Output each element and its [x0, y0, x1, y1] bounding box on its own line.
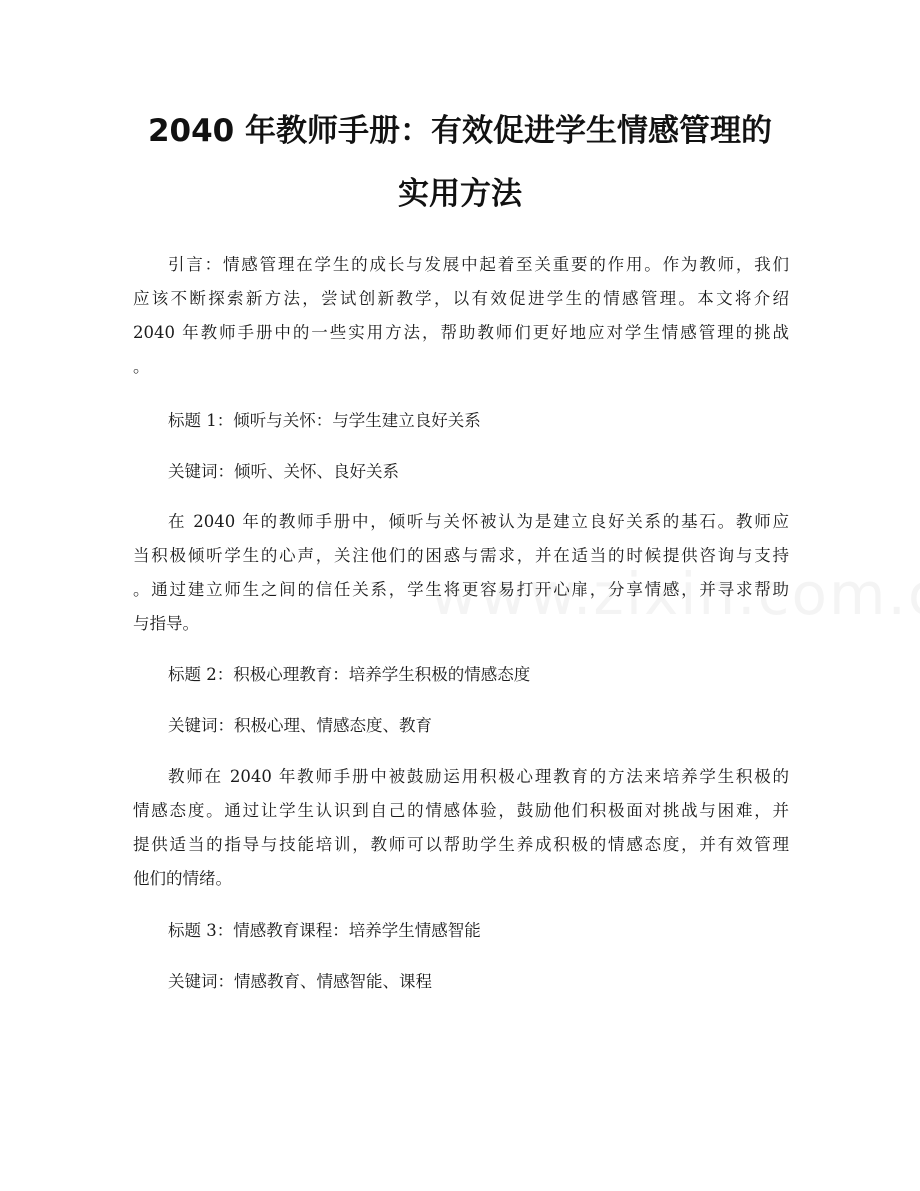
section-1-keywords: 关键词：倾听、关怀、良好关系 [168, 462, 399, 481]
section-1-paragraph [133, 505, 789, 641]
section-2-line: 提供适当的指导与技能培训，教师可以帮助学生养成积极的情感态度，并有效管理 [133, 835, 789, 854]
section-3-keywords: 关键词：情感教育、情感智能、课程 [168, 972, 432, 991]
document-title-line-1: 2040 年教师手册：有效促进学生情感管理的 [147, 113, 773, 149]
intro-line: 引言：情感管理在学生的成长与发展中起着至关重要的作用。作为教师，我们 [168, 255, 789, 274]
intro-line: 应该不断探索新方法，尝试创新教学，以有效促进学生的情感管理。本文将介绍 [133, 289, 789, 308]
section-2-heading: 标题 2：积极心理教育：培养学生积极的情感态度 [168, 665, 531, 684]
document-title-line-2: 实用方法 [398, 176, 522, 212]
section-2-keywords: 关键词：积极心理、情感态度、教育 [168, 716, 432, 735]
section-1-line: 与指导。 [133, 614, 199, 633]
section-1-heading: 标题 1：倾听与关怀：与学生建立良好关系 [168, 411, 481, 430]
section-3-heading: 标题 3：情感教育课程：培养学生情感智能 [168, 921, 481, 940]
intro-paragraph [133, 248, 789, 384]
intro-line: 2040 年教师手册中的一些实用方法，帮助教师们更好地应对学生情感管理的挑战 [133, 323, 789, 342]
section-2-line: 教师在 2040 年教师手册中被鼓励运用积极心理教育的方法来培养学生积极的 [168, 767, 789, 786]
section-2-line: 他们的情绪。 [133, 869, 232, 888]
section-1-line: 。通过建立师生之间的信任关系，学生将更容易打开心扉，分享情感，并寻求帮助 [133, 580, 789, 599]
intro-line: 。 [133, 357, 150, 376]
section-1-line: 当积极倾听学生的心声，关注他们的困惑与需求，并在适当的时候提供咨询与支持 [133, 546, 789, 565]
section-2-paragraph [133, 760, 789, 896]
section-1-line: 在 2040 年的教师手册中，倾听与关怀被认为是建立良好关系的基石。教师应 [168, 512, 789, 531]
section-2-line: 情感态度。通过让学生认识到自己的情感体验，鼓励他们积极面对挑战与困难，并 [133, 801, 789, 820]
